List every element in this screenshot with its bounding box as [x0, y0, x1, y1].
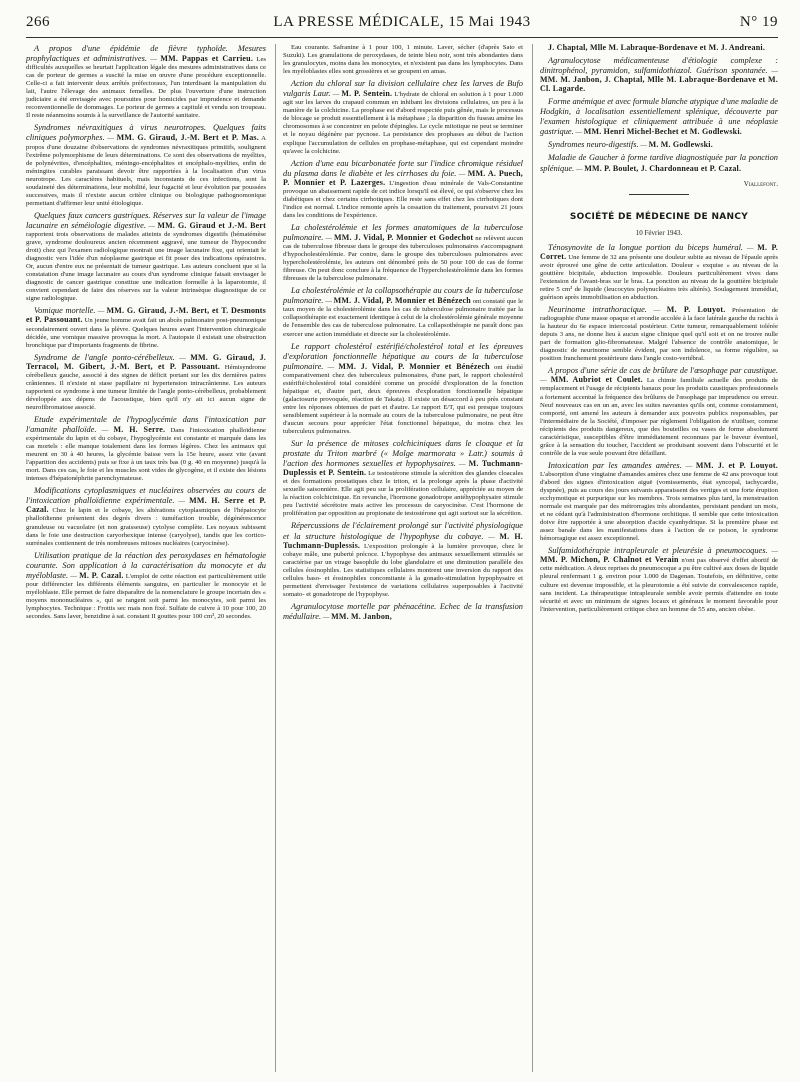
article-body: Le testostérone stimule la sécrétion des glandes cloacales et des formations prostatiques chez le triton, et la prolonge après la phase d'activité sexuelle saisonnière. Elle agit peu sur la prolifération cellulaire, appréciée au moyen de la réaction colchicinique. En revanche, l'hormone gonadotrope antéhypophysaire stimule peu l'activité sécrétoire mais active les processus de caryocinèse. C'est l'hormone de prolifération par opposition au propionate de testostérone qui agit surtout sur la sécrétion. [283, 470, 524, 518]
article [283, 223, 523, 283]
article-authors: MM. G. Giraud et J.-M. Bert [157, 220, 267, 230]
article-body: Un jeune homme avait fait un abcès pulmonaire post-pneumonique secondairement ouvert dans la plèvre. Quelques heures avant l'intervention chirurgicale décidée, une vomique massive provoqua la mort. A l'autopsie il existait une obstruction bronchique par d'importants fragments de fibrine. [26, 317, 267, 349]
article [26, 123, 266, 207]
article-paragraph: La cholestérolémie et les formes anatomiques de la tuberculose pulmonaire. — MM. J. Vidal, P. Monnier et Godechot ne relèvent aucun cas de tuberculose fibreuse dans le groupe des tuberculoses pulmonaires s'accompagnant d'hypocholestérolémie. Par contre, dans le groupe des tuberculoses pulmonaires avec hypercholestérolémie, les auteurs ont dénombré près de 50 pour 100 de cas de forme fibreuse. On peut donc conclure à la fréquence de l'hypercholestérolémie dans les formes fibreuses de la tuberculose pulmonaire. [283, 222, 524, 283]
article-title: Le rapport cholestérol estérifié/cholestérol total et les épreuves d'exploration fonctionnelle hépatique au cours de la tuberculose pulmonaire. [283, 341, 523, 371]
article-paragraph: Quelques faux cancers gastriques. Réserves sur la valeur de l'image lacunaire en séméiologie digestive. — MM. G. Giraud et J.-M. Bert rapportent trois observations de malades atteints de syndromes digestifs (hématémèse grave, syndrome douloureux ancien récemment aggravé, une tumeur de l'hypocondre droit) chez qui l'examen radiologique montrait une image lacunaire fixe, qui orientait le diagnostic vers l'idée d'un néoplasme gastrique et fit poser des indications opératoires. Or, aucun d'entre eux ne présentait de tumeur gastrique. Les auteurs concluent que si la constatation d'une image lacunaire au cours d'un syndrome clinique faisait envisager le diagnostic de cancer gastrique constitue une indication formelle à la laparotomie, il convient cependant de faire des réserves sur la valeur intrinsèque diagnostique de ce signe radiologique. [26, 210, 267, 303]
article-paragraph: A propos d'une épidémie de fièvre typhoïde. Mesures prophylactiques et administratives. — MM. Pappas et Carrieu. Les difficultés auxquelles se heurtait l'application légale des mesures administratives dans ce cas de porteur de germes a suscité la mise en œuvre d'une procédure exceptionnelle. Celle-ci a fait intervenir deux arrêtés préfectoraux, l'un interdisant la manipulation du lait, l'autre l'élevage des animaux femelles. De plus l'ouverture d'une instruction judiciaire a été envisagée avec poursuites pour homicides par imprudence et demande reconventionnelle de dommages. Le porteur de germes a capitulé et vendu son troupeau. Il reste néanmoins soumis à la surveillance de l'autorité sanitaire. [26, 44, 267, 120]
article-paragraph: Le rapport cholestérol estérifié/cholestérol total et les épreuves d'exploration fonctionnelle hépatique au cours de la tuberculose pulmonaire. — MM. J. Vidal, P. Monnier et Bénézech ont étudié comparativement chez des tuberculeux pulmonaires, d'une part, le rapport cholestérol estérifié/cholestérol total considéré comme un procédé d'exploration de la fonction hépatique et, d'autre part, deux épreuves d'exploration fonctionnelle hépatique (galactosurie provoquée, réaction de Takata). Il existe un désaccord à peu près constant entre les réponses obtenues de part et d'autre. Le rapport E/T, qui est presque toujours sensiblement supérieur à la normale au cours de la tuberculose pulmonaire, ne peut être d'aucun secours pour apprécier l'état fonctionnel hépatique, du moins chez les tuberculeux pulmonaires. [283, 341, 524, 436]
article-paragraph [540, 44, 778, 53]
article-paragraph: Vomique mortelle. — MM. G. Giraud, J.-M. Bert, et T. Desmonts et P. Passouant. Un jeune homme avait fait un abcès pulmonaire post-pneumonique secondairement ouvert dans la plèvre. Quelques heures avant l'intervention chirurgicale décidée, une vomique massive provoqua la mort. A l'autopsie il existait une obstruction bronchique par d'importants fragments de fibrine. [26, 306, 267, 349]
society-title: SOCIÉTÉ DE MÉDECINE DE NANCY [569, 211, 749, 222]
article-paragraph: Syndrome de l'angle ponto-cérébelleux. — MM. G. Giraud, J. Terracol, M. Gibert, J.-M. Bert, et P. Passouant. Hémisyndrome cérébelleux gauche, associé à des signes de déficit portant sur les dix dernières paires crâniennes. Il n'existe ni stase papillaire ni hypertension intracrânienne. Les auteurs rapportent ce syndrome à une tumeur limitée de l'angle ponto-cérébelleux, probablement développée aux dépens de l'acoustique, bien qu'il n'y ait ici aucun signe de neurofibromatose associé. [26, 352, 266, 411]
article-authors: MM. J. Vidal, P. Monnier et Bénézech [338, 361, 490, 371]
article-authors: M. H. Tuchmann-Duplessis. [283, 531, 524, 550]
article-body: Une femme de 32 ans présente une douleur subite au niveau de l'épaule après avoir éprouvé une gêne de cette articulation. Douleur « exquise » au niveau de la gouttière bicipitale, abduction impossible. Douleurs particulièrement vives dans l'extension de l'avant-bras sur le bras. La ponction au niveau de la gouttière bicipitale retire 5 cm³ de liquide (leucocytes polynucléaires très altérés). Soulagement immédiat, guérison après immobilisation en abduction. [540, 253, 778, 301]
article-authors: MM. P. Michon, P. Chalnot et Verain [540, 555, 679, 565]
article-paragraph: Syndromes neuro-digestifs. — M. M. Godlewski. [548, 140, 713, 150]
article [540, 97, 778, 137]
article-authors: MM. M. Janbon, [331, 611, 392, 621]
issue-number: N° 19 [739, 14, 778, 30]
article-paragraph: Etude expérimentale de l'hypoglycémie dans l'intoxication par l'amanite phalloïde. — M. H. Serre. Dans l'intoxication phalloïdienne expérimentale du lapin et du cobaye, l'hypoglycémie est constante et marquée dans les cas mortels : elle manque totalement dans les formes légères. Chez les animaux qui meurent en 30 à 40 heures, la glycémie baisse vers la 15e heure, assez vite (avant l'apparition des accidents) puis se fixe à un taux très bas (0 g. 40 en moyenne) jusqu'à la mort. Dans ces cas, le foie et les muscles sont vides de glycogène, et il existe des lésions intenses d'hépatonéphrite parenchymateuse. [26, 414, 267, 483]
article-authors: MM. J. et P. Louyot. [695, 460, 778, 470]
article-body: Présentation de radiographie d'une masse opaque et arrondie accolée à la face latérale gauche du rachis à la hauteur du 6e espace intercostal postérieur. Cette tumeur, remarquablement tolérée depuis 3 ans, ne donne lieu à aucun signe clinique quel qu'il soit et on ne trouve nulle part de formation glio-fibromateuse. Malgré l'absence de contrôle anatomique, le diagnostic de neurinome semble évident, par son indolence, sa forme régulière, sa position franchement postérieure dans l'angle costo-vertébral. [540, 307, 779, 363]
article-paragraph: Action du chloral sur la division cellulaire chez les larves de Bufo vulgaris Laur. — M. P. Sentein. L'hydrate de chloral en solution à 1 pour 1.000 agit sur les larves du crapaud commun en inhibant les divisions cellulaires, un peu à la manière de la colchicine. La prophase est d'abord respectée puis gênée, mais le processus de blocage se produit essentiellement à la métaphase ; la disparition du fuseau amène les chromosomes à se concentrer en pelote d'épingles. Le cycle mitotique ne peut se terminer et le noyau dégénère par pycnose. La persistance des prophases au début de l'action explique l'accumulation de cellules en prophase-métaphase, qui est cependant moindre qu'avec la colchicine. [283, 79, 524, 155]
article-authors: M. P. Corret. [540, 242, 778, 261]
article-title: Sur la présence de mitoses colchiciniques dans le cloaque et la prostate du Triton marbré (« Molge marmorata » Latr.) soumis à l'action des hormones sexuelles et hypophysaires. [283, 439, 523, 469]
column-divider [532, 44, 533, 1072]
article-paragraph: Intoxication par les amandes amères. — MM. J. et P. Louyot. L'absorption d'une vingtaine d'amandes amères chez une femme de 42 ans provoque tout d'abord des signes d'intoxication aiguë (vomissements, état syncopal, tachycardie, dyspnée), puis au cours des jours suivants apparaissent des vertiges et une forte éruption ecchymotique et purpurique sur les membres. Trois semaines plus tard, la menstruation normale est marquée par des métrorragies très abondantes, persistant pendant un mois, et ne cédant qu'à l'administration d'hormone orchitique. Il semble que cette intoxication doive être rapportée à une absorption d'acide cyanhydrique. Si la première phase est assez banale dans les manifestations dues à l'action de ce poison, le syndrome hémorragique est assez exceptionnel. [540, 460, 778, 543]
article-title: Ténosynovite de la longue portion du biceps huméral. [548, 242, 744, 252]
article-title: Syndrome de l'angle ponto-cérébelleux. [34, 352, 175, 362]
header-rule [26, 37, 778, 38]
article-title: Maladie de Gaucher à forme tardive diagnostiquée par la ponction splénique. [540, 153, 778, 173]
article-title: Forme anémique et avec formule blanche atypique d'une maladie de Hodgkin, à localisation essentiellement splénique, découverte par l'examen histologique et cliniquement attribuée à une néoplasie gastrique. [540, 97, 778, 137]
article-authors: MM. J. Vidal, P. Monnier et Godechot [334, 232, 474, 242]
article-title: Intoxication par les amandes amères. [548, 460, 682, 470]
section-rule [629, 194, 689, 195]
article [283, 342, 523, 437]
article-body: Dans l'intoxication phalloïdienne expérimentale du lapin et du cobaye, l'hypoglycémie est constante et marquée dans les cas mortels : elle manque totalement dans les formes légères. Chez les animaux qui meurent en 30 à 40 heures, la glycémie baisse vers la 15e heure, assez vite (avant l'apparition des accidents) puis se fixe à un taux très bas (0 g. 40 en moyenne) jusqu'à la mort. Dans ces cas, le foie et les muscles sont vides de glycogène, et il existe des lésions intenses d'hépatonéphrite parenchymateuse. [26, 427, 267, 483]
article [26, 211, 266, 304]
column-divider [275, 44, 276, 1072]
article-paragraph [283, 44, 523, 76]
article-authors: M. P. Sentein. [341, 89, 393, 99]
article-authors: J. Chaptal, Mlle M. Labraque-Bordenave et M. J. Andreani. [548, 43, 766, 52]
signature: Viallefont. [743, 179, 778, 188]
article-title: Agranulocytose médicamenteuse d'étiologie complexe : dinitrophénol, pyramidon, sulfamidothiazol. Guérison spontanée. [540, 56, 778, 76]
article [540, 461, 778, 543]
article [540, 140, 778, 150]
page-number: 266 [26, 14, 50, 30]
article [26, 486, 266, 547]
article [283, 602, 523, 622]
article-authors: MM. Henri Michel-Bechet et M. Godlewski. [583, 127, 742, 137]
article [540, 56, 778, 94]
article-body: ont étudié comparativement chez des tuberculeux pulmonaires, d'une part, le rapport cholestérol estérifié/cholestérol total considéré comme un procédé d'exploration de la fonction hépatique et, d'autre part, deux épreuves d'exploration fonctionnelle hépatique (galactosurie provoquée, réaction de Takata). Il existe un désaccord à peu près constant entre les réponses obtenues de part et d'autre. Le rapport E/T, qui est presque toujours sensiblement supérieur à la normale au cours de la tuberculose pulmonaire, ne peut être d'aucun secours pour apprécier l'état fonctionnel hépatique, du moins chez les tuberculeux pulmonaires. [283, 363, 524, 436]
article-paragraph: Ténosynovite de la longue portion du biceps huméral. — M. P. Corret. Une femme de 32 ans présente une douleur subite au niveau de l'épaule après avoir éprouvé une gêne de cette articulation. Douleur « exquise » au niveau de la gouttière bicipitale, abduction impossible. Douleurs particulièrement vives dans l'extension de l'avant-bras sur le bras. La ponction au niveau de la gouttière bicipitale retire 5 cm³ de liquide (leucocytes polynucléaires très altérés). Soulagement immédiat, guérison après immobilisation en abduction. [540, 242, 778, 301]
column-1 [26, 44, 266, 624]
article-body: L'ingestion d'eau minérale de Vals-Constantine provoque un abaissement rapide de cet indice lorsqu'il est élevé, ce qui s'observe chez les diabétiques et chez certains cirrhotiques. Elle reste sans effet chez les cirrhotiques dont l'indice est normal. L'indice remonte après la cessation du traitement, poursuivi 21 jours dans les conditions de l'expérience. [283, 179, 523, 219]
article-authors: M. H. Serre. [113, 425, 166, 435]
article-paragraph: Répercussions de l'éclairement prolongé sur l'activité physiologique et la structure histologique de l'hypophyse du cobaye. — M. H. Tuchmann-Duplessis. L'exposition prolongée à la lumière provoque, chez le cobaye mâle, une puberté précoce. L'hypophyse des animaux sexuellement stimulés se caractérise par un virage basophile du lobe glandulaire et une diminution parallèle des cellules éosinophiles. Les statistiques cellulaires montrent une inversion du rapport des cellules baso- et éosinophiles concomitante à la gonado-stimulation hypophysaire et permettent d'envisager l'existence de variations cellulaires superposables à l'activité somato- et gonadotrope de l'hypophyse. [283, 521, 524, 598]
article-authors: MM. Pappas et Carrieu. [160, 54, 254, 64]
article [540, 366, 778, 458]
article-authors: MM. G. Giraud, J.-M. Bert, et T. Desmonts et P. Passouant. [26, 306, 266, 325]
article-body: rapportent trois observations de malades atteints de syndromes digestifs (hématémèse grave, syndrome douloureux ancien récemment aggravé, une tumeur de l'hypocondre droit) chez qui l'examen radiologique montrait une image lacunaire fixe, qui orientait le diagnostic vers l'idée d'un néoplasme gastrique et fit poser des indications opératoires. Or, aucun d'entre eux ne présentait de tumeur gastrique. Les auteurs concluent que si la constatation d'une image lacunaire au cours d'un syndrome clinique faisait envisager le diagnostic de cancer gastrique constitue une indication formelle à la laparotomie, il convient cependant de faire des réserves sur la valeur intrinsèque diagnostique de ce signe radiologique. [26, 230, 266, 303]
article-body: A propos d'une douzaine d'observations de syndromes névraxitiques primitifs, soulignent l'extrême polymorphisme de leurs déterminations. Ce sont des observations de myélites, de polynévrites, d'encéphalites, méningo-encéphalites et encéphalo-myélites, enfin de méningites curables paraissant devoir être rapportées à la localisation d'un virus neurotrope. Les caractères habituels, mais inconstants de ces infections, sont la soudaineté des déterminations, leur mobilité, leur fugacité et leur évolution par poussées successives, mais il n'existe aucun critère clinique ou biologique pathognomonique permettant d'affirmer leur unité étiologique. [26, 135, 266, 207]
article-paragraph: Agranulocytose médicamenteuse d'étiologie complexe : dinitrophénol, pyramidon, sulfamidothiazol. Guérison spontanée. — MM. M. Janbon, J. Chaptal, Mlle M. Labraque-Bordenave et M. Cl. Lagarde. [540, 56, 779, 94]
article-authors: MM. G. Giraud, J.-M. Bert et P. Mas. [116, 133, 259, 143]
article-paragraph: Agranulocytose mortelle par phénacétine. Echec de la transfusion médullaire. — MM. M. Janbon, [283, 601, 523, 621]
article-authors: MM. M. Janbon, J. Chaptal, Mlle M. Labraque-Bordenave et M. Cl. Lagarde. [540, 75, 778, 94]
article [283, 286, 523, 338]
article-paragraph: Forme anémique et avec formule blanche atypique d'une maladie de Hodgkin, à localisation essentiellement splénique, découverte par l'examen histologique et cliniquement attribuée à une néoplasie gastrique. — MM. Henri Michel-Bechet et M. Godlewski. [540, 97, 778, 137]
column-3 [540, 44, 778, 617]
article-body: ont constaté que le taux moyen de la cholestérolémie dans les cas de tuberculose pulmonaire traitée par la collapsothérapie est exactement identique à celui de la cholestérolémie générale moyenne de l'ensemble des cas de tuberculose pulmonaire. La collapsothérapie ne paraît donc pas exercer une action immédiate et directe sur la cholestérolémie. [283, 298, 523, 338]
journal-title: LA PRESSE MÉDICALE, 15 Mai 1943 [273, 14, 531, 30]
article-title: Syndromes neuro-digestifs. [548, 140, 639, 150]
article-paragraph: A propos d'une série de cas de brûlure de l'œsophage par caustique. — MM. Aubriot et Coulet. La chimie familiale actuelle des produits de remplacement et l'usage de récipients banaux pour les produits caustiques professionnels a fortement accentué la fréquence des brûlures de l'œsophage par imprudence ou erreur. Neuf nouveaux cas en un an, avec les suites navrantes qu'ils ont, comme constamment, comporté, ont amené les auteurs à demander aux pouvoirs publics responsables, par l'intermédiaire de la Société, d'imposer par règlement l'obligation de n'utiliser, comme récipients des produits dangereux, que des bouteilles ou vases de forme absolument caractéristique, susceptibles d'être immédiatement reconnues par le buveur éventuel, grâce à la sensation du toucher, l'accident se produisant souvent dans l'obscurité et le contrôle de la vue seule pouvant être défaillant. [540, 366, 778, 457]
article-authors: M. P. Cazal. [79, 570, 124, 580]
article-title: Vomique mortelle. [34, 306, 96, 316]
article-title: Neurinome intrathoracique. [548, 305, 647, 315]
article-authors: MM. Aubriot et Coulet. [550, 375, 643, 385]
article [540, 243, 778, 302]
article-title: Sulfamidothérapie intrapleurale et pleurésie à pneumocoques. [548, 546, 768, 556]
article-title: Quelques faux cancers gastriques. Réserves sur la valeur de l'image lacunaire en séméiologie digestive. [26, 210, 266, 230]
article [26, 415, 266, 483]
article-paragraph: Sur la présence de mitoses colchiciniques dans le cloaque et la prostate du Triton marbré (« Molge marmorata » Latr.) soumis à l'action des hormones sexuelles et hypophysaires. — M. Tuchmann-Duplessis et P. Sentein. Le testostérone stimule la sécrétion des glandes cloacales et des formations prostatiques chez le triton, et la prolonge après la phase d'activité sexuelle saisonnière. Elle agit peu sur la prolifération cellulaire, appréciée au moyen de la réaction colchicinique. En revanche, l'hormone gonadotrope antéhypophysaire stimule peu l'activité sécrétoire mais active les processus de caryocinèse. C'est l'hormone de prolifération par opposition au propionate de testostérone qui agit surtout sur la sécrétion. [283, 439, 524, 518]
article-title: Répercussions de l'éclairement prolongé sur l'activité physiologique et la structure histologique de l'hypophyse du cobaye. [283, 521, 523, 541]
article [540, 44, 778, 53]
article [26, 353, 266, 412]
article-title: A propos d'une épidémie de fièvre typhoïde. Mesures prophylactiques et administratives. [26, 44, 266, 64]
article-body: Hémisyndrome cérébelleux gauche, associé à des signes de déficit portant sur les dix dernières paires crâniennes. Il n'existe ni stase papillaire ni hypertension intracrânienne. Les auteurs rapportent ce syndrome à une tumeur limitée de l'angle ponto-cérébelleux, probablement développée aux dépens de l'acoustique, bien qu'il n'y ait ici aucun signe de neurofibromatose associé. [26, 363, 266, 411]
article [283, 44, 523, 76]
page-header [26, 14, 778, 34]
article-paragraph: Neurinome intrathoracique. — M. P. Louyot. Présentation de radiographie d'une masse opaque et arrondie accolée à la face latérale gauche du rachis à la hauteur du 6e espace intercostal postérieur. Cette tumeur, remarquablement tolérée depuis 3 ans, ne donne lieu à aucun signe clinique quel qu'il soit et on ne trouve nulle part de formation glio-fibromateuse. Malgré l'absence de contrôle anatomique, le diagnostic de neurinome semble évident, par son indolence, sa forme régulière, sa position franchement postérieure dans l'angle costo-vertébral. [540, 305, 779, 363]
article-body: Eau courante. Safranine à 1 pour 100, 1 minute. Laver, sécher (d'après Sato et Suzuki). Les granulations de peroxydases, de teinte bleu noir, sont très abondantes dans les granulocytes, moins dans les monocytes, et n'existent pas dans les lymphocytes. Dans les myéloblastes elles sont grossières et se groupent en amas. [283, 44, 523, 76]
article [540, 546, 778, 613]
article-paragraph: Maladie de Gaucher à forme tardive diagnostiquée par la ponction splénique. — MM. P. Boulet, J. Chardonneau et P. Cazal. [540, 153, 778, 173]
article-title: Modifications cytoplasmiques et nucléaires observées au cours de l'intoxication phalloïdienne expérimentale. [26, 486, 266, 506]
society-date: 10 Février 1943. [635, 228, 683, 237]
article [540, 153, 778, 173]
article-title: Agranulocytose mortelle par phénacétine. Echec de la transfusion médullaire. [283, 601, 523, 621]
article [283, 521, 523, 598]
article-paragraph: Action d'une eau bicarbonatée forte sur l'indice chromique résiduel du plasma dans le diabète et les cirrhoses du foie. — MM. A. Puech, P. Monnier et P. Lazerges. L'ingestion d'eau minérale de Vals-Constantine provoque un abaissement rapide de cet indice lorsqu'il est élevé, ce qui s'observe chez les diabétiques et chez certains cirrhotiques. Elle reste sans effet chez les cirrhotiques dont l'indice est normal. L'indice remonte après la cessation du traitement, poursuivi 21 jours dans les conditions de l'expérience. [283, 158, 523, 219]
article-authors: MM. G. Giraud, J. Terracol, M. Gibert, J.-M. Bert, et P. Passouant. [26, 352, 266, 371]
article-authors: MM. J. Vidal, P. Monnier et Bénézech [333, 296, 471, 306]
article-title: Etude expérimentale de l'hypoglycémie dans l'intoxication par l'amanite phalloïde. [26, 414, 266, 435]
article-authors: M. M. Godlewski. [648, 140, 713, 150]
article [540, 305, 778, 363]
article-title: A propos d'une série de cas de brûlure de l'œsophage par caustique. [548, 366, 778, 376]
article-paragraph: La cholestérolémie et la collapsothérapie au cours de la tuberculose pulmonaire. — MM. J. Vidal, P. Monnier et Bénézech ont constaté que le taux moyen de la cholestérolémie dans les cas de tuberculose pulmonaire traitée par la collapsothérapie est exactement identique à celui de la cholestérolémie générale moyenne de l'ensemble des cas de tuberculose pulmonaire. La collapsothérapie ne paraît donc pas exercer une action immédiate et directe sur la cholestérolémie. [283, 286, 523, 338]
article [26, 551, 266, 621]
column-2 [283, 44, 523, 625]
column-3-bottom [540, 243, 778, 614]
article-title: La cholestérolémie et les formes anatomiques de la tuberculose pulmonaire. [283, 222, 523, 242]
article-paragraph: Utilisation pratique de la réaction des peroxydases en hématologie courante. Son application à la caractérisation du monocyte et du myéloblaste. — M. P. Cazal. L'emploi de cette réaction est particulièrement utile pour différencier les différents éléments sanguins, en particulier le monocyte et le myéloblaste. Elle permet de faire disparaître de la nomenclature le groupe incertain des « moyens mononucléaires », qui se rangent soit parmi les monocytes, soit parmi les lymphocytes. Technique : Frottis sec mais non fixé. Sulfate de cuivre à 10 pour 100, 20 secondes. Sans laver, benzidine à sat. constant II gouttes pour 100 cm³, 20 secondes. [26, 550, 267, 620]
article-title: Action du chloral sur la division cellulaire chez les larves de Bufo vulgaris Laur. [283, 79, 523, 99]
article [283, 159, 523, 220]
article-title: Utilisation pratique de la réaction des peroxydases en hématologie courante. Son application à la caractérisation du monocyte et du myéloblaste. [26, 550, 266, 580]
article-authors: M. P. Louyot. [666, 305, 726, 315]
article [283, 439, 523, 518]
article-authors: M. Tuchmann-Duplessis et P. Sentein. [283, 459, 524, 478]
article-body: n'ont pas observé d'effet abortif de cette médication. A deux reprises du pneumocoque a pu être cultivé aux doses de liquide pleural renfermant 1 g. environ pour 1.000 de Dagenan. Toutefois, en définitive, cette culture est devenue impossible, et la pleurotomie a été suivie de convalescence rapide, sans incident. La thérapeutique intrapleurale semble avoir permis d'attendre en toute sécurité et avec un minimum de signes locaux et généraux le moment favorable pour l'intervention, particulièrement critique chez un homme de 55 ans, ancien obèse. [540, 557, 779, 613]
article-authors: MM. A. Puech, P. Monnier et P. Lazerges. [283, 168, 523, 187]
article [283, 79, 523, 155]
article-body: La chimie familiale actuelle des produits de remplacement et l'usage de récipients banaux pour les produits caustiques professionnels a fortement accentué la fréquence des brûlures de l'œsophage par imprudence ou erreur. Neuf nouveaux cas en un an, avec les suites navrantes qu'ils ont, comme constamment, comporté, ont amené les auteurs à demander aux pouvoirs publics responsables, par l'intermédiaire de la Société, d'imposer par règlement l'obligation de n'utiliser, comme récipients des produits dangereux, que des bouteilles ou vases de forme absolument caractéristique, susceptibles d'être immédiatement reconnues par le buveur éventuel, grâce à la sensation du toucher, l'accident se produisant souvent dans l'obscurité et le contrôle de la vue seule pouvant être défaillant. [540, 377, 778, 457]
article [26, 44, 266, 120]
article-body: ne relèvent aucun cas de tuberculose fibreuse dans le groupe des tuberculoses pulmonaires s'accompagnant d'hypocholestérolémie. Par contre, dans le groupe des tuberculoses pulmonaires avec hypercholestérolémie, les auteurs ont dénombré près de 50 pour 100 de cas de forme fibreuse. On peut donc conclure à la fréquence de l'hypercholestérolémie dans les formes fibreuses de la tuberculose pulmonaire. [283, 234, 524, 283]
article-paragraph: Modifications cytoplasmiques et nucléaires observées au cours de l'intoxication phalloïdienne expérimentale. — MM. H. Serre et P. Cazal. Chez le lapin et le cobaye, les altérations cytoplasmiques de l'hépatocyte phalloïdienne présentent des degrés divers : tuméfaction trouble, dégénérescence granuleuse ou vacuolaire (et non graisseuse) cytolyse complète. Les noyaux subissent dans le foie une destruction caryorhexique intense (caryolyse), tandis que les cortico-surrénales contiennent de très nombreuses mitoses nucléaires (caryocinèse). [26, 486, 266, 547]
article-body: L'hydrate de chloral en solution à 1 pour 1.000 agit sur les larves du crapaud commun en inhibant les divisions cellulaires, un peu à la manière de la colchicine. La prophase est d'abord respectée puis gênée, mais le processus de blocage se produit essentiellement à la métaphase ; la disparition du fuseau amène les chromosomes à se concentrer en pelote d'épingles. Le cycle mitotique ne peut se terminer et le noyau dégénère par pycnose. La persistance des prophases au début de l'action explique l'accumulation de cellules en prophase-métaphase, qui est cependant moindre qu'avec la colchicine. [283, 91, 524, 155]
article-body: Chez le lapin et le cobaye, les altérations cytoplasmiques de l'hépatocyte phalloïdienne présentent des degrés divers : tuméfaction trouble, dégénérescence granuleuse ou vacuolaire (et non graisseuse) cytolyse complète. Les noyaux subissent dans le foie une destruction caryorhexique intense (caryolyse), tandis que les cortico-surrénales contiennent de très nombreuses mitoses nucléaires (caryocinèse). [26, 507, 266, 547]
article-paragraph: Syndromes névraxitiques à virus neurotropes. Quelques faits cliniques polymorphes. — MM. G. Giraud, J.-M. Bert et P. Mas. A propos d'une douzaine d'observations de syndromes névraxitiques primitifs, soulignent l'extrême polymorphisme de leurs déterminations. Ce sont des observations de myélites, de polynévrites, d'encéphalites, méningo-encéphalites et encéphalo-myélites, enfin de méningites curables paraissant devoir être rapportées à la localisation d'un virus neurotrope. Les caractères habituels, mais inconstants de ces infections, sont la soudaineté des déterminations, leur mobilité, leur fugacité et leur évolution par poussées successives, mais il n'existe aucun critère clinique ou biologique pathognomonique permettant d'affirmer leur unité étiologique. [26, 123, 266, 207]
article-body: L'emploi de cette réaction est particulièrement utile pour différencier les différents éléments sanguins, en particulier le monocyte et le myéloblaste. Elle permet de faire disparaître de la nomenclature le groupe incertain des « moyens mononucléaires », qui se rangent soit parmi les monocytes, soit parmi les lymphocytes. Technique : Frottis sec mais non fixé. Sulfate de cuivre à 10 pour 100, 20 secondes. Sans laver, benzidine à sat. constant II gouttes pour 100 cm³, 20 secondes. [26, 572, 267, 620]
article-paragraph: Sulfamidothérapie intrapleurale et pleurésie à pneumocoques. — MM. P. Michon, P. Chalnot et Verain n'ont pas observé d'effet abortif de cette médication. A deux reprises du pneumocoque a pu être cultivé aux doses de liquide pleural renfermant 1 g. environ pour 1.000 de Dagenan. Toutefois, en définitive, cette culture est devenue impossible, et la pleurotomie a été suivie de convalescence rapide, sans incident. La thérapeutique intrapleurale semble avoir permis d'attendre en toute sécurité et avec un minimum de signes locaux et généraux le moment favorable pour l'intervention, particulièrement critique chez un homme de 55 ans, ancien obèse. [540, 546, 779, 613]
article-body: L'absorption d'une vingtaine d'amandes amères chez une femme de 42 ans provoque tout d'abord des signes d'intoxication aiguë (vomissements, état syncopal, tachycardie, dyspnée), puis au cours des jours suivants apparaissent des vertiges et une forte éruption ecchymotique et purpurique sur les membres. Trois semaines plus tard, la menstruation normale est marquée par des métrorragies très abondantes, persistant pendant un mois, et ne cédant qu'à l'administration d'hormone orchitique. Il semble que cette intoxication doive être rapportée à une absorption d'acide cyanhydrique. Si la première phase est assez banale dans les manifestations dues à l'action de ce poison, le syndrome hémorragique est assez exceptionnel. [540, 470, 778, 543]
article-authors: MM. H. Serre et P. Cazal. [26, 496, 266, 515]
article-body: Les difficultés auxquelles se heurtait l'application légale des mesures administratives dans ce cas de porteur de germes a suscité la mise en œuvre d'une procédure exceptionnelle. Celle-ci a fait intervenir deux arrêtés préfectoraux, l'un interdisant la manipulation du lait, l'autre l'élevage des animaux femelles. De plus l'ouverture d'une instruction judiciaire a été envisagée avec poursuites pour homicides par imprudence et demande reconventionnelle de dommages. Le porteur de germes a capitulé et vendu son troupeau. Il reste néanmoins soumis à la surveillance de l'autorité sanitaire. [26, 56, 267, 120]
column-3-top [540, 44, 778, 174]
article-title: Syndromes névraxitiques à virus neurotropes. Quelques faits cliniques polymorphes. [26, 123, 266, 143]
article-title: Action d'une eau bicarbonatée forte sur l'indice chromique résiduel du plasma dans le diabète et les cirrhoses du foie. [283, 158, 523, 178]
article-authors: MM. P. Boulet, J. Chardonneau et P. Cazal. [584, 163, 742, 173]
article-title: La cholestérolémie et la collapsothérapie au cours de la tuberculose pulmonaire. [283, 286, 523, 306]
article [26, 306, 266, 349]
article-body: L'exposition prolongée à la lumière provoque, chez le cobaye mâle, une puberté précoce. L'hypophyse des animaux sexuellement stimulés se caractérise par un virage basophile du lobe glandulaire et une diminution parallèle des cellules éosinophiles. Les statistiques cellulaires montrent une inversion du rapport des cellules baso- et éosinophiles concomitante à la gonado-stimulation hypophysaire et permettent d'envisager l'existence de variations cellulaires superposables à l'activité somato- et gonadotrope de l'hypophyse. [283, 542, 524, 598]
